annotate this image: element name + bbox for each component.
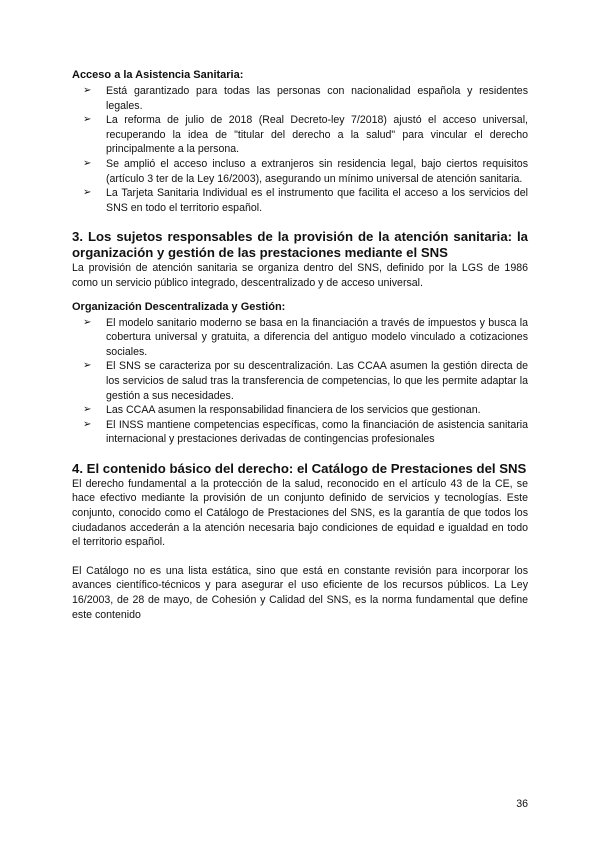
list-item: ➢ Se amplió el acceso incluso a extranjeros sin residencia legal, bajo ciertos requisitos (artículo 3 ter de la Ley 16/2003), asegurando un mínimo universal de atención sanitaria. — [83, 157, 528, 185]
section-3-title: 3. Los sujetos responsables de la provisión de la atención sanitaria: la organización y gestión de las prestaciones mediante el SNS — [72, 229, 528, 261]
list-item: ➢ Las CCAA asumen la responsabilidad financiera de los servicios que gestionan. — [83, 404, 481, 417]
arrow-bullet-icon: ➢ — [83, 360, 92, 372]
list-item: ➢ El INSS mantiene competencias específicas, como la financiación de asistencia sanitaria internacional y prestaciones derivadas de contingencias profesionales — [83, 418, 528, 446]
document-page — [72, 68, 528, 622]
list-item: ➢ La reforma de julio de 2018 (Real Decreto-ley 7/2018) ajustó el acceso universal, recuperando la idea de "titular del derecho a la salud" para vincular el derecho principalmente a la persona. — [83, 114, 528, 156]
list-item: ➢ El SNS se caracteriza por su descentralización. Las CCAA asumen la gestión directa de los servicios de salud tras la transferencia de competencias, lo que les permite adaptar la gestión a sus necesidades. — [83, 360, 528, 402]
arrow-bullet-icon: ➢ — [83, 316, 92, 328]
section-3-intro: La provisión de atención sanitaria se organiza dentro del SNS, definido por la LGS de 1986 como un servicio público integrado, descentralizado y de acceso universal. — [72, 262, 528, 289]
page-number: 36 — [516, 798, 528, 810]
list-item: ➢ Está garantizado para todas las personas con nacionalidad española y residentes legales. — [83, 85, 528, 112]
organization-bullet-list — [72, 316, 528, 447]
arrow-bullet-icon: ➢ — [83, 404, 92, 416]
arrow-bullet-icon: ➢ — [83, 85, 92, 96]
arrow-bullet-icon: ➢ — [83, 418, 92, 430]
arrow-bullet-icon: ➢ — [83, 114, 92, 126]
arrow-bullet-icon: ➢ — [83, 157, 92, 169]
section-4-paragraph-2: El Catálogo no es una lista estática, sino que está en constante revisión para incorporar los avances científico-técnicos y para asegurar el uso eficiente de los recursos públicos. La Ley 16/2003, de 28 de mayo, de Cohesión y Calidad del SNS, es la norma fundamental que define este contenido — [72, 564, 528, 621]
access-bullet-list — [72, 84, 528, 215]
organization-subheading: Organización Descentralizada y Gestión: — [72, 300, 286, 313]
arrow-bullet-icon: ➢ — [83, 187, 92, 199]
section-4-paragraph-1: El derecho fundamental a la protección de la salud, reconocido en el artículo 43 de la CE, se hace efectivo mediante la provisión de un conjunto definido de servicios y tecnologías. Este conjunto, conocido como el Catálogo de Prestaciones del SNS, es la garantía de que todos los ciudadanos accederán a la atención necesaria bajo condiciones de equidad e igualdad en todo el territorio español. — [72, 477, 528, 549]
list-item: ➢ El modelo sanitario moderno se basa en la financiación a través de impuestos y busca la cobertura universal y gratuita, a diferencia del antiguo modelo vinculado a cotizaciones sociales. — [83, 316, 528, 358]
section-4-title: 4. El contenido básico del derecho: el Catálogo de Prestaciones del SNS — [72, 460, 527, 476]
access-heading: Acceso a la Asistencia Sanitaria: — [72, 69, 244, 81]
list-item: ➢ La Tarjeta Sanitaria Individual es el instrumento que facilita el acceso a los servicios del SNS en todo el territorio español. — [83, 187, 528, 214]
